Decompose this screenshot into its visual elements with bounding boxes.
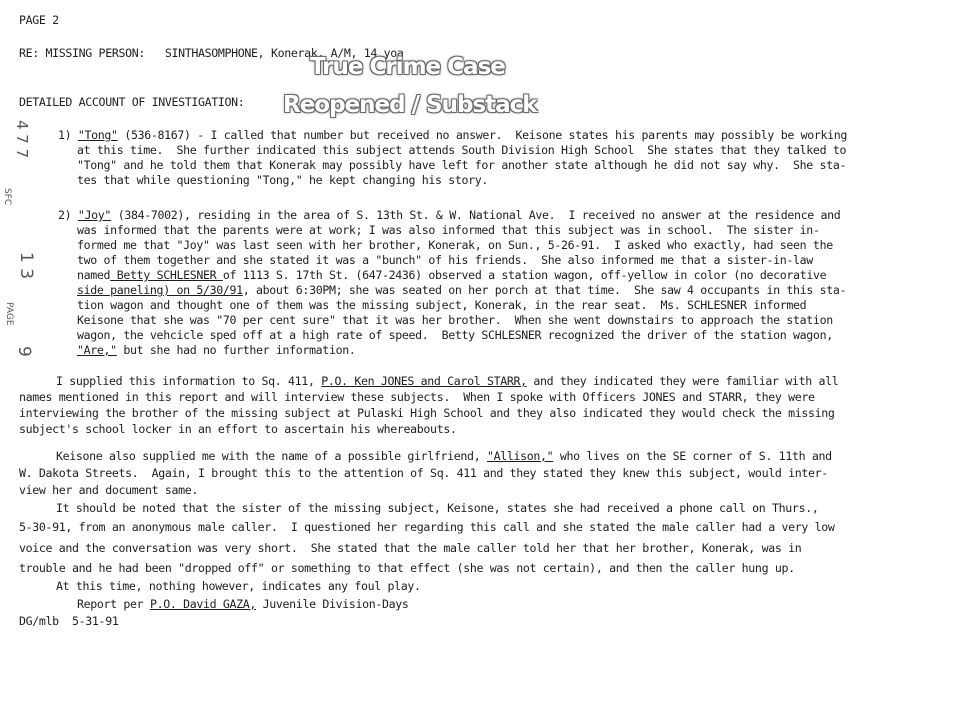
para-2-line-3: view her and document same. — [19, 483, 199, 497]
allison-underlined: "Allison," — [486, 449, 554, 463]
para-1-line-2: names mentioned in this report and will interview these subjects. When I spoke with Officers JONES and STARR, they were — [19, 390, 815, 404]
item-2-text: (384-7002), residing in the area of S. 13th St. & W. National Ave. I received no answer at the residence and — [111, 208, 841, 222]
para-2-line-2: W. Dakota Streets. Again, I brought this to the attention of Sq. 411 and they stated they knew this subject, would inter- — [19, 466, 828, 480]
page-label: PAGE 2 — [19, 13, 59, 27]
item-2-line-1 — [58, 208, 840, 223]
officers-underlined: P.O. Ken JONES and Carol STARR, — [321, 374, 527, 388]
item-1-text: (536-8167) - I called that number but received no answer. Keisone states his parents may possibly be working — [117, 128, 847, 142]
margin-mark-477: 4 7 7 — [13, 120, 31, 159]
para-1-line-1 — [56, 374, 838, 389]
item-1-number: 1) — [58, 128, 72, 142]
item-2-line-8: Keisone that she was "70 per cent sure" that it was her brother. When she went downstairs to approach the station — [77, 313, 833, 327]
re-line: RE: MISSING PERSON: SINTHASOMPHONE, Konerak, A/M, 14 yoa — [19, 46, 404, 60]
margin-mark-9: 9 — [14, 346, 34, 357]
para-1-line-4: subject's school locker in an effort to ascertain his whereabouts. — [19, 422, 457, 436]
reporting-officer-underlined: P.O. David GAZA, — [149, 597, 257, 611]
item-2-number: 2) — [58, 208, 72, 222]
item-2-name: "Joy" — [77, 208, 112, 222]
division-label: Juvenile Division-Days — [256, 597, 409, 611]
para-1-tail: and they indicated they were familiar with all — [526, 374, 839, 388]
report-per-line — [77, 597, 409, 612]
item-1-line-3: "Tong" and he told them that Konerak may possibly have left for another state although he did not say why. She sta- — [77, 158, 847, 172]
item-2-line-3: formed me that "Joy" was last seen with her brother, Konerak, on Sun., 5-26-91. I asked who exactly, had seen the — [77, 238, 833, 252]
item-2-line-10-rest: but she had no further information. — [116, 343, 356, 357]
item-1-line-1 — [58, 128, 847, 143]
watermark-line-1: True Crime Case — [310, 54, 505, 80]
item-2-line-5-rest: of 1113 S. 17th St. (647-2436) observed a station wagon, off-yellow in color (no decorative — [222, 268, 827, 282]
item-2-line-7: tion wagon and thought one of them was the missing subject, Konerak, in the rear seat. Ms. SCHLESNER informed — [77, 298, 807, 312]
item-2-line-5 — [77, 268, 826, 283]
para-1-lead: I supplied this information to Sq. 411, — [56, 374, 322, 388]
margin-mark-13: 1 3 — [16, 252, 36, 280]
are-underlined: "Are," — [77, 343, 117, 357]
para-2-tail: who lives on the SE corner of S. 11th and — [553, 449, 832, 463]
item-2-line-6 — [77, 283, 846, 298]
item-2-named: named — [77, 268, 111, 282]
item-2-line-10 — [77, 343, 355, 358]
para-3-line-2: 5-30-91, from an anonymous male caller. I questioned her regarding this call and she stated the male caller had a very low — [19, 520, 835, 534]
betty-schlesner-underlined: Betty SCHLESNER — [110, 268, 223, 282]
item-2-line-4: two of them together and she stated it was a "bunch" of his friends. She also informed me that a sister-in-law — [77, 253, 813, 267]
item-2-line-6-rest: , about 6:30PM; she was seated on her porch at that time. She saw 4 occupants in this sta- — [242, 283, 847, 297]
item-1-name: "Tong" — [77, 128, 118, 142]
para-3-line-4: trouble and he had been "dropped off" or something to that effect (she was not certain), and then the caller hung up. — [19, 561, 795, 575]
margin-mark-page: PAGE — [4, 302, 14, 326]
item-1-line-4: tes that while questioning "Tong," he kept changing his story. — [77, 173, 489, 187]
para-3-line-3: voice and the conversation was very short. She stated that the male caller told her that her brother, Konerak, was in — [19, 541, 802, 555]
report-per-label: Report per — [77, 597, 150, 611]
margin-mark-sfc: SFC — [2, 188, 12, 206]
item-1-line-2: at this time. She further indicated this subject attends South Division High School She states that they talked to — [77, 143, 847, 157]
para-2-lead: Keisone also supplied me with the name of a possible girlfriend, — [56, 449, 487, 463]
typist-initials-date: DG/mlb 5-31-91 — [19, 614, 119, 628]
item-2-line-9: wagon, the vehcicle sped off at a high rate of speed. Betty SCHLESNER recognized the driver of the station wagon, — [77, 328, 833, 342]
para-1-line-3: interviewing the brother of the missing subject at Pulaski High School and they also indicated they would check the missing — [19, 406, 835, 420]
section-heading: DETAILED ACCOUNT OF INVESTIGATION: — [19, 95, 245, 109]
para-3-line-1: It should be noted that the sister of the missing subject, Keisone, states she had received a phone call on Thurs., — [56, 501, 819, 515]
side-paneling-underlined: side paneling) on 5/30/91 — [77, 283, 243, 297]
closing-line: At this time, nothing however, indicates any foul play. — [56, 579, 421, 593]
para-2-line-1 — [56, 449, 832, 464]
watermark-line-2: Reopened / Substack — [283, 92, 537, 118]
item-2-line-2: was informed that the parents were at work; I was also informed that this subject was in school. The sister in- — [77, 223, 820, 237]
